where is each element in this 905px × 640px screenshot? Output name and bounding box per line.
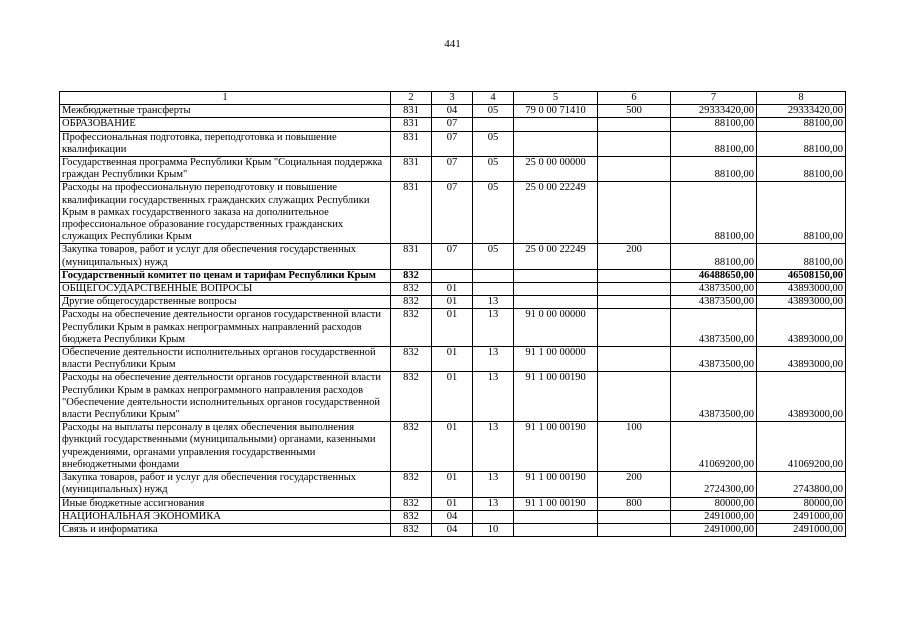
col-8-amount: 43893000,00 [757,296,846,309]
col-6-expense-type [598,347,671,372]
col-2-code: 831 [391,182,432,244]
col-3-section: 07 [432,182,473,244]
col-5-target-article: 91 1 00 00190 [514,372,598,422]
column-header: 6 [598,92,671,105]
col-4-subsection: 05 [473,157,514,182]
col-8-amount: 29333420,00 [757,105,846,118]
table-row [60,105,846,118]
col-4-subsection [473,510,514,523]
col-2-code: 832 [391,283,432,296]
col-2-code: 831 [391,244,432,269]
col-5-target-article [514,510,598,523]
col-8-amount: 46508150,00 [757,269,846,282]
col-5-target-article [514,283,598,296]
page-number: 441 [444,38,461,50]
table-row [60,347,846,372]
col-5-target-article: 91 1 00 00000 [514,347,598,372]
col-4-subsection [473,118,514,131]
table-row [60,422,846,472]
table-row [60,523,846,536]
row-name: Государственная программа Республики Крым "Социальная поддержка граждан Республики Крым" [60,157,391,182]
row-name: Иные бюджетные ассигнования [60,497,391,510]
col-3-section: 04 [432,510,473,523]
column-header: 7 [671,92,757,105]
col-8-amount: 2491000,00 [757,523,846,536]
col-5-target-article [514,269,598,282]
col-3-section: 01 [432,296,473,309]
col-4-subsection: 05 [473,244,514,269]
col-5-target-article [514,523,598,536]
col-7-amount: 41069200,00 [671,422,757,472]
col-2-code: 832 [391,309,432,347]
col-6-expense-type: 100 [598,422,671,472]
col-2-code: 832 [391,372,432,422]
col-8-amount: 43893000,00 [757,347,846,372]
col-8-amount: 88100,00 [757,182,846,244]
table-row [60,157,846,182]
col-4-subsection: 13 [473,309,514,347]
column-header: 5 [514,92,598,105]
table-row [60,497,846,510]
col-7-amount: 2491000,00 [671,523,757,536]
col-3-section [432,269,473,282]
col-4-subsection [473,269,514,282]
col-7-amount: 88100,00 [671,182,757,244]
col-7-amount: 43873500,00 [671,372,757,422]
col-2-code: 832 [391,269,432,282]
col-8-amount: 41069200,00 [757,422,846,472]
col-6-expense-type: 500 [598,105,671,118]
col-3-section: 01 [432,283,473,296]
col-5-target-article: 79 0 00 71410 [514,105,598,118]
col-6-expense-type [598,283,671,296]
col-7-amount: 2724300,00 [671,472,757,497]
col-4-subsection: 13 [473,296,514,309]
col-2-code: 832 [391,422,432,472]
col-3-section: 07 [432,131,473,156]
col-5-target-article: 91 1 00 00190 [514,497,598,510]
col-4-subsection [473,283,514,296]
col-8-amount: 2491000,00 [757,510,846,523]
col-6-expense-type [598,131,671,156]
col-6-expense-type: 200 [598,472,671,497]
col-5-target-article [514,296,598,309]
header-row [60,92,846,105]
col-4-subsection: 10 [473,523,514,536]
col-2-code: 831 [391,131,432,156]
col-4-subsection: 13 [473,372,514,422]
table-row [60,472,846,497]
col-6-expense-type [598,523,671,536]
row-name: ОБРАЗОВАНИЕ [60,118,391,131]
row-name: Профессиональная подготовка, переподготовка и повышение квалификации [60,131,391,156]
col-4-subsection: 05 [473,182,514,244]
row-name: Закупка товаров, работ и услуг для обеспечения государственных (муниципальных) нужд [60,472,391,497]
col-4-subsection: 13 [473,472,514,497]
col-5-target-article [514,131,598,156]
col-6-expense-type [598,510,671,523]
col-2-code: 832 [391,523,432,536]
col-8-amount: 80000,00 [757,497,846,510]
row-name: Связь и информатика [60,523,391,536]
col-8-amount: 2743800,00 [757,472,846,497]
col-2-code: 832 [391,347,432,372]
row-name: Другие общегосударственные вопросы [60,296,391,309]
col-6-expense-type: 200 [598,244,671,269]
budget-table [59,91,846,537]
col-5-target-article: 91 1 00 00190 [514,472,598,497]
col-7-amount: 43873500,00 [671,347,757,372]
col-7-amount: 43873500,00 [671,309,757,347]
row-name: Закупка товаров, работ и услуг для обеспечения государственных (муниципальных) нужд [60,244,391,269]
col-5-target-article [514,118,598,131]
col-3-section: 01 [432,422,473,472]
col-8-amount: 88100,00 [757,131,846,156]
col-6-expense-type [598,296,671,309]
table-row [60,182,846,244]
col-6-expense-type [598,269,671,282]
table-row [60,510,846,523]
table-row [60,283,846,296]
col-3-section: 07 [432,244,473,269]
col-4-subsection: 13 [473,497,514,510]
col-7-amount: 88100,00 [671,131,757,156]
column-header: 3 [432,92,473,105]
col-8-amount: 43893000,00 [757,309,846,347]
row-name: НАЦИОНАЛЬНАЯ ЭКОНОМИКА [60,510,391,523]
col-7-amount: 46488650,00 [671,269,757,282]
row-name: ОБЩЕГОСУДАРСТВЕННЫЕ ВОПРОСЫ [60,283,391,296]
col-5-target-article: 25 0 00 00000 [514,157,598,182]
column-header: 1 [60,92,391,105]
column-header: 2 [391,92,432,105]
col-2-code: 832 [391,497,432,510]
col-8-amount: 88100,00 [757,157,846,182]
row-name: Обеспечение деятельности исполнительных органов государственной власти Республики Крым [60,347,391,372]
table-row [60,118,846,131]
col-7-amount: 88100,00 [671,244,757,269]
col-7-amount: 43873500,00 [671,283,757,296]
column-header: 4 [473,92,514,105]
table-row [60,131,846,156]
col-8-amount: 43893000,00 [757,283,846,296]
col-3-section: 01 [432,347,473,372]
column-header: 8 [757,92,846,105]
col-3-section: 01 [432,472,473,497]
col-5-target-article: 91 0 00 00000 [514,309,598,347]
col-8-amount: 43893000,00 [757,372,846,422]
col-2-code: 831 [391,157,432,182]
col-6-expense-type [598,118,671,131]
col-6-expense-type [598,309,671,347]
row-name: Расходы на обеспечение деятельности органов государственной власти Республики Крым в рамках непрограммного направления расходов "Обеспечение деятельности исполнительных органов государственной власти Республики Крым" [60,372,391,422]
col-4-subsection: 13 [473,347,514,372]
row-name: Расходы на выплаты персоналу в целях обеспечения выполнения функций государственными (муниципальными) органами, казенными учреждениями, органами управления государственными внебюджетными фондами [60,422,391,472]
col-4-subsection: 13 [473,422,514,472]
table-row [60,244,846,269]
row-name: Государственный комитет по ценам и тарифам Республики Крым [60,269,391,282]
table-row [60,372,846,422]
row-name: Межбюджетные трансферты [60,105,391,118]
table-row [60,309,846,347]
col-7-amount: 29333420,00 [671,105,757,118]
table-row [60,296,846,309]
col-3-section: 04 [432,105,473,118]
col-6-expense-type [598,157,671,182]
col-5-target-article: 25 0 00 22249 [514,244,598,269]
col-2-code: 832 [391,296,432,309]
col-6-expense-type [598,182,671,244]
col-3-section: 07 [432,118,473,131]
col-6-expense-type [598,372,671,422]
col-7-amount: 80000,00 [671,497,757,510]
col-3-section: 04 [432,523,473,536]
col-2-code: 832 [391,510,432,523]
col-7-amount: 88100,00 [671,157,757,182]
row-name: Расходы на профессиональную переподготовку и повышение квалификации государственных гражданских служащих Республики Крым в рамках государственного заказа на дополнительное профессиональное образование государственных гражданских служащих Республики Крым [60,182,391,244]
row-name: Расходы на обеспечение деятельности органов государственной власти Республики Крым в рамках непрограммных направлений расходов бюджета Республики Крым [60,309,391,347]
col-3-section: 01 [432,372,473,422]
col-7-amount: 2491000,00 [671,510,757,523]
col-6-expense-type: 800 [598,497,671,510]
col-2-code: 831 [391,105,432,118]
col-4-subsection: 05 [473,131,514,156]
col-2-code: 832 [391,472,432,497]
col-3-section: 01 [432,497,473,510]
col-5-target-article: 25 0 00 22249 [514,182,598,244]
col-3-section: 01 [432,309,473,347]
col-5-target-article: 91 1 00 00190 [514,422,598,472]
col-4-subsection: 05 [473,105,514,118]
col-8-amount: 88100,00 [757,244,846,269]
col-7-amount: 88100,00 [671,118,757,131]
col-2-code: 831 [391,118,432,131]
col-7-amount: 43873500,00 [671,296,757,309]
table-row [60,269,846,282]
col-8-amount: 88100,00 [757,118,846,131]
col-3-section: 07 [432,157,473,182]
